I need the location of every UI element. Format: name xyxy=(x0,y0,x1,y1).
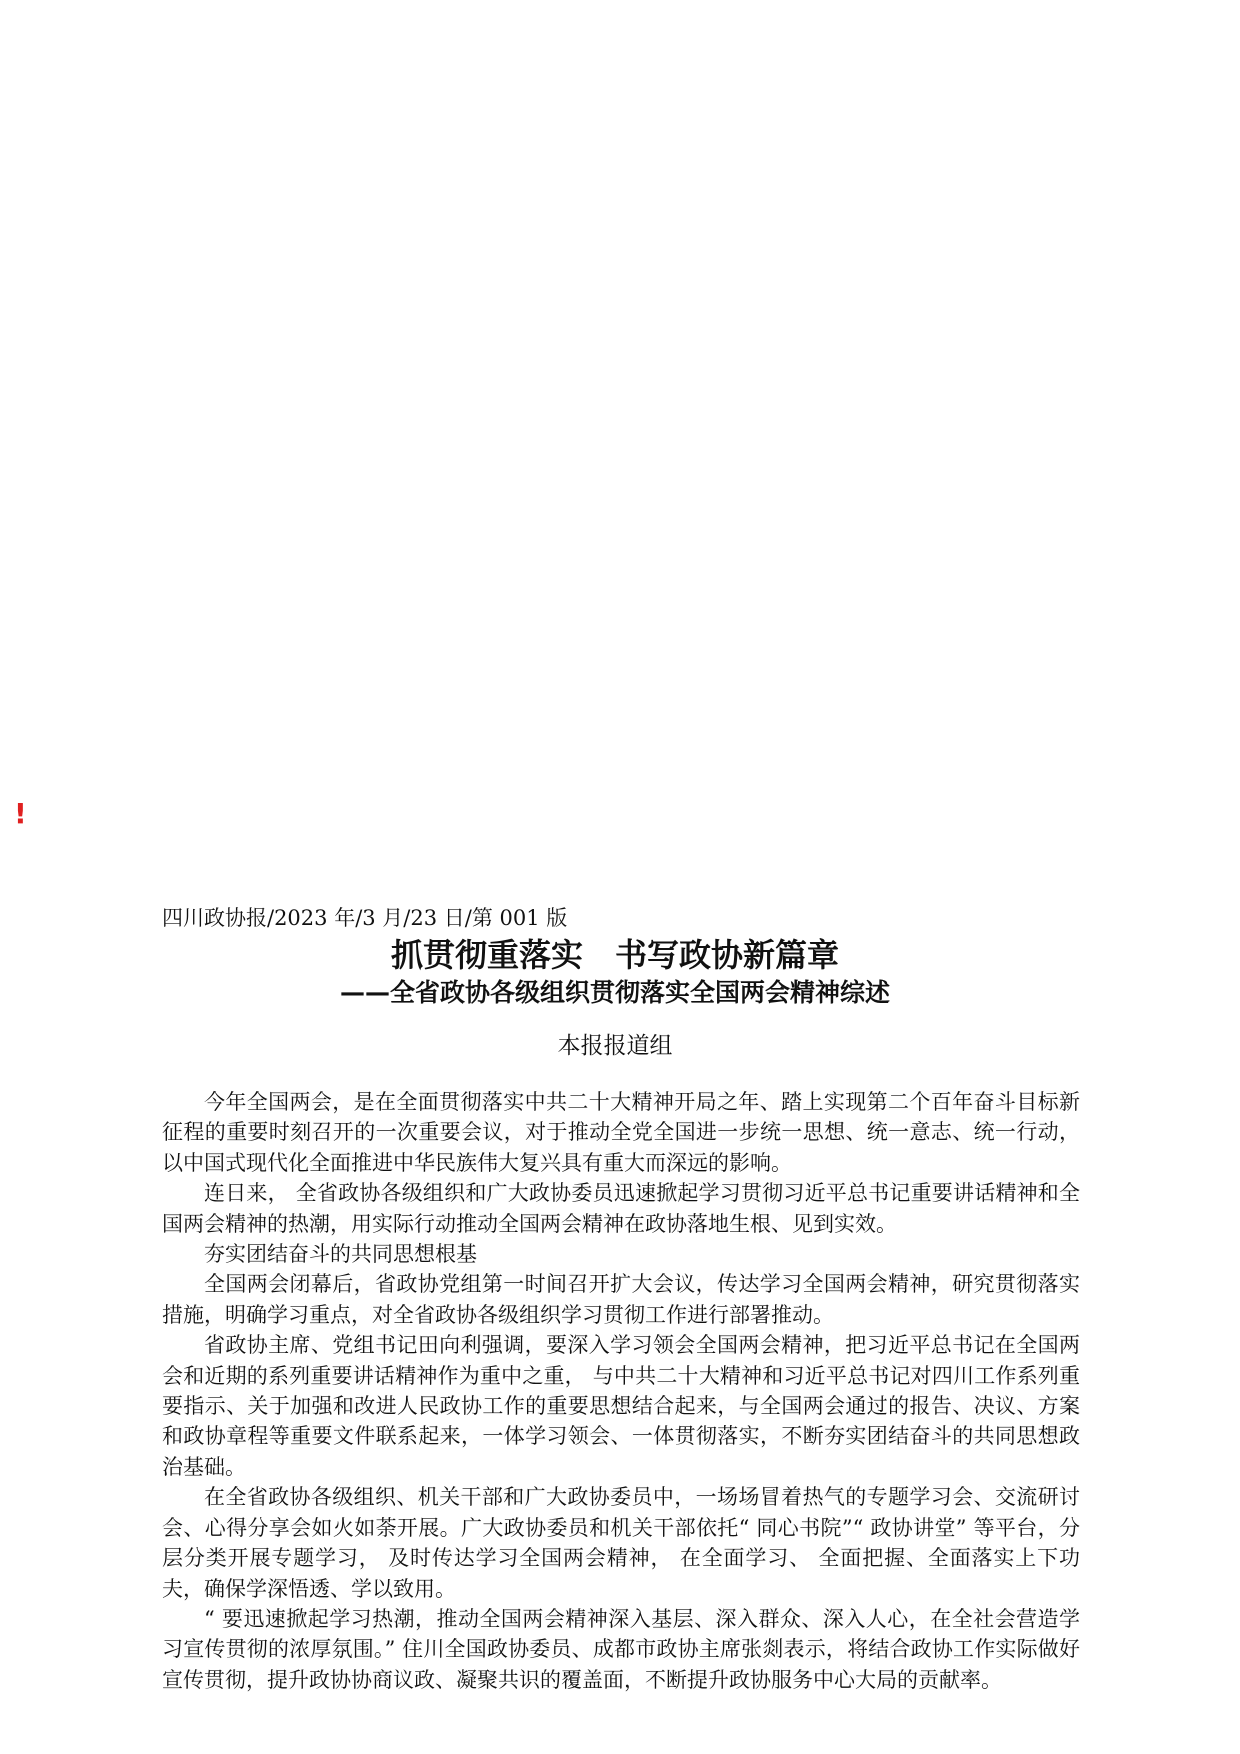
article-subtitle: ——全省政协各级组织贯彻落实全国两会精神综述 xyxy=(339,978,890,1007)
paragraph: “ 要迅速掀起学习热潮，推动全国两会精神深入基层、深入群众、深入人心，在全社会营造学习宣传贯彻的浓厚氛围。” 住川全国政协委员、成都市政协主席张剡表示，将结合政协工作实际做好宣传贯彻，提升政协协商议政、凝聚共识的覆盖面，不断提升政协服务中心大局的贡献率。 xyxy=(162,1606,1080,1692)
paragraph: 连日来， 全省政协各级组织和广大政协委员迅速掀起学习贯彻习近平总书记重要讲话精神和全国两会精神的热潮，用实际行动推动全国两会精神在政协落地生根、见到实效。 xyxy=(162,1181,1080,1236)
article-title: 抓贯彻重落实 书写政协新篇章 xyxy=(390,936,839,974)
dateline: 四川政协报/2023 年/3 月/23 日/第 001 版 xyxy=(162,906,568,930)
section-heading: 夯实团结奋斗的共同思想根基 xyxy=(204,1242,477,1267)
margin-exclamation-mark: ! xyxy=(14,797,27,830)
article-body xyxy=(162,1087,1080,1695)
byline: 本报报道组 xyxy=(557,1033,673,1059)
paragraph: 在全省政协各级组织、机关干部和广大政协委员中，一场场冒着热气的专题学习会、交流研讨会、心得分享会如火如荼开展。广大政协委员和机关干部依托“ 同心书院”“ 政协讲堂” 等平台，分层分类开展专题学习， 及时传达学习全国两会精神， 在全面学习、 全面把握、全面落实上下功夫，确保学深悟透、学以致用。 xyxy=(162,1485,1080,1601)
paragraph: 全国两会闭幕后，省政协党组第一时间召开扩大会议，传达学习全国两会精神，研究贯彻落实措施，明确学习重点，对全省政协各级组织学习贯彻工作进行部署推动。 xyxy=(162,1272,1080,1327)
paragraph: 今年全国两会，是在全面贯彻落实中共二十大精神开局之年、踏上实现第二个百年奋斗目标新征程的重要时刻召开的一次重要会议，对于推动全党全国进一步统一思想、统一意志、统一行动，以中国式现代化全面推进中华民族伟大复兴具有重大而深远的影响。 xyxy=(162,1090,1080,1175)
paragraph: 省政协主席、党组书记田向利强调，要深入学习领会全国两会精神，把习近平总书记在全国两会和近期的系列重要讲话精神作为重中之重， 与中共二十大精神和习近平总书记对四川工作系列重要指示、关于加强和改进人民政协工作的重要思想结合起来，与全国两会通过的报告、决议、方案和政协章程等重要文件联系起来，一体学习领会、一体贯彻落实，不断夯实团结奋斗的共同思想政治基础。 xyxy=(162,1333,1080,1479)
